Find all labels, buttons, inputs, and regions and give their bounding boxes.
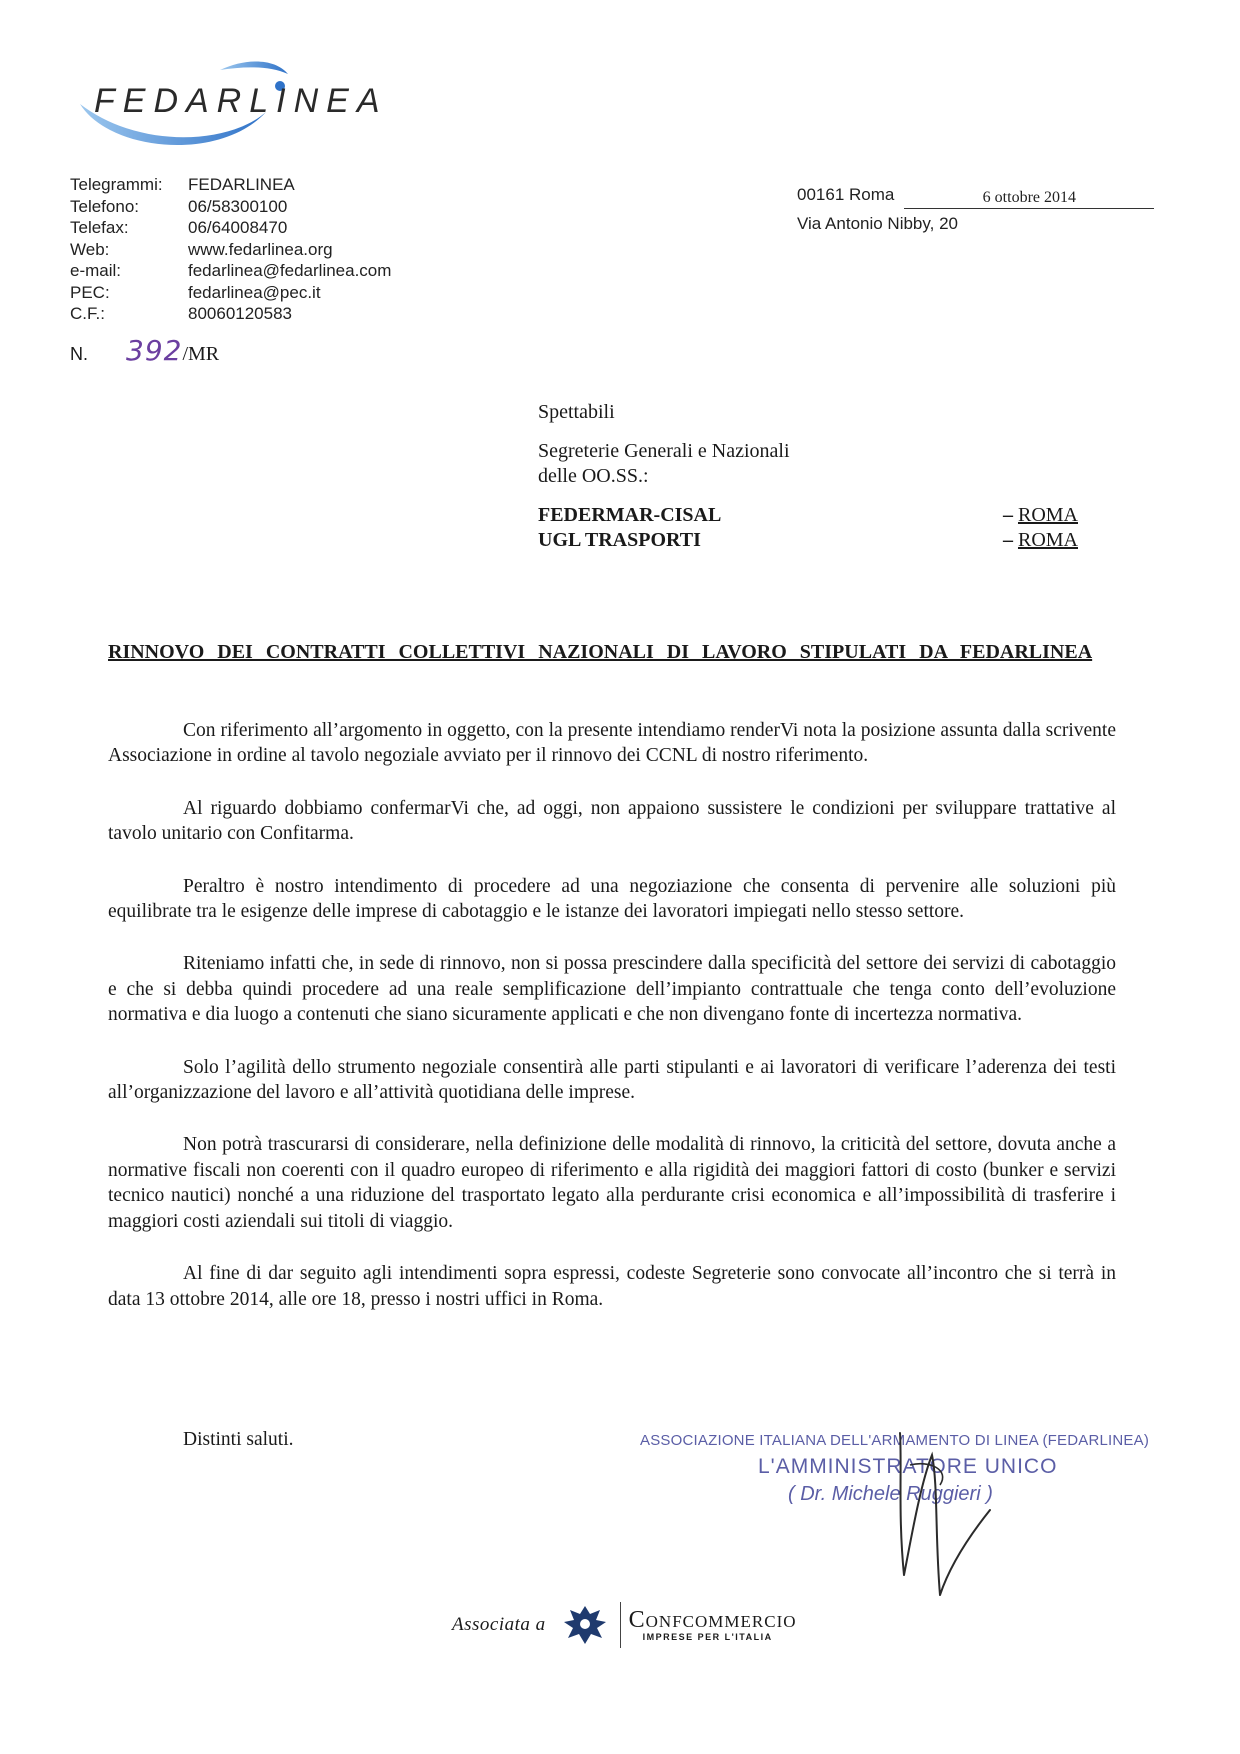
protocol-handwritten-number: 392 <box>126 334 183 367</box>
contact-row <box>70 260 391 282</box>
body-paragraph: Peraltro è nostro intendimento di procedere ad una negoziazione che consenta di pervenire alle soluzioni più equilibrate tra le esigenze delle imprese di cabotaggio e le istanze dei lavoratori impiegati nello stesso settore. <box>108 875 1116 923</box>
eagle-emblem-icon <box>560 1600 610 1650</box>
confcommercio-name: Confcommercio <box>628 1607 797 1633</box>
contact-row <box>70 303 391 325</box>
body-paragraph: Al fine di dar seguito agli intendimenti sopra espressi, codeste Segreterie sono convocate all’incontro che si terrà in data 13 ottobre 2014, alle ore 18, presso i nostri uffici in Roma. <box>108 1263 1116 1310</box>
letter-date: 6 ottobre 2014 <box>904 188 1154 209</box>
body-paragraph: Al riguardo dobbiamo confermarVi che, ad oggi, non appaiono sussistere le condizioni per sviluppare trattative al tavolo unitario con Confitarma. <box>108 797 1116 845</box>
place-city: 00161 Roma <box>797 185 895 204</box>
recipients-line1: Segreterie Generali e Nazionali <box>538 440 790 462</box>
contact-label: Telegrammi: <box>70 175 163 194</box>
stamp-role: L'AMMINISTRATORE UNICO <box>758 1455 1058 1478</box>
stamp-signatory: ( Dr. Michele Ruggieri ) <box>788 1483 993 1505</box>
closing-salutation: Distinti saluti. <box>183 1429 294 1450</box>
body-paragraph: Solo l’agilità dello strumento negoziale consentirà alle parti stipulanti e ai lavoratori di verificare l’aderenza dei testi all’organizzazione del lavoro e all’attività quotidiana delle imprese. <box>108 1056 1116 1104</box>
protocol-number <box>70 334 219 367</box>
place-date-block <box>797 180 1154 238</box>
contact-label: C.F.: <box>70 304 105 323</box>
contact-value: fedarlinea@fedarlinea.com <box>188 261 392 280</box>
stamp-association: ASSOCIAZIONE ITALIANA DELL'ARMAMENTO DI LINEA (FEDARLINEA) <box>640 1432 1150 1449</box>
recipient-org: FEDERMAR-CISAL – ROMA <box>538 504 1078 526</box>
footer-membership <box>452 1600 797 1650</box>
contact-label: Telefono: <box>70 196 139 216</box>
recipient-org-name: FEDERMAR-CISAL <box>538 504 722 526</box>
contact-row <box>70 239 391 261</box>
recipients-salutation: Spettabili <box>538 401 615 423</box>
contact-value: fedarlinea@pec.it <box>188 282 321 302</box>
recipient-org-city: ROMA <box>1017 504 1078 526</box>
contact-label: PEC: <box>70 282 110 302</box>
contact-label: e-mail: <box>70 261 122 280</box>
protocol-prefix: N. <box>70 344 88 364</box>
recipients-block <box>538 400 1078 553</box>
contact-block <box>70 174 391 325</box>
recipient-org-city: ROMA <box>1017 529 1078 551</box>
contact-label: Web: <box>70 239 110 259</box>
contact-value: www.fedarlinea.org <box>188 239 333 259</box>
place-address: Via Antonio Nibby, 20 <box>797 214 958 233</box>
recipient-org: UGL TRASPORTI – ROMA <box>538 529 1078 551</box>
body-paragraph: Riteniamo infatti che, in sede di rinnovo, non si possa prescindere dalla specificità del settore dei servizi di cabotaggio e che si debba quindi procedere ad una reale semplificazione dell’impianto contrattuale che tenga conto dell’evoluzione normativa e dia luogo a contenuti che siano sicuramente applicati e che non divengano fonte di incertezza normativa. <box>108 953 1116 1026</box>
fedarlinea-logo <box>70 52 388 152</box>
contact-label: Telefax: <box>70 218 129 237</box>
logo-text: FEDARLINEA <box>94 82 388 120</box>
contact-row <box>70 196 391 218</box>
contact-value: FEDARLINEA <box>188 175 295 194</box>
contact-value: 06/64008470 <box>188 218 288 237</box>
contact-row <box>70 217 391 239</box>
contact-row <box>70 282 391 304</box>
handwritten-signature-icon <box>880 1425 1000 1605</box>
associated-label: Associata a <box>452 1614 546 1635</box>
protocol-suffix: /MR <box>182 343 220 365</box>
body-paragraph: Non potrà trascurarsi di considerare, nella definizione delle modalità di rinnovo, la criticità del settore, dovuta anche a normative fiscali non coerenti con il quadro europeo di riferimento e alla rigidità dei maggiori fattori di costo (bunker e servizi tecnico nautici) nonché a una riduzione del trasportato legato alla perdurante crisi economica e all’impossibilità di trasferire i maggiori costi aziendali sui titoli di viaggio. <box>108 1134 1116 1232</box>
confcommercio-tagline: IMPRESE PER L'ITALIA <box>642 1632 773 1642</box>
letter-body <box>108 718 1116 1339</box>
letter-subject: RINNOVO DEI CONTRATTI COLLETTIVI NAZIONALI DI LAVORO STIPULATI DA FEDARLINEA <box>108 641 1093 663</box>
contact-value: 06/58300100 <box>188 196 288 216</box>
recipients-line2: delle OO.SS.: <box>538 465 649 487</box>
contact-row <box>70 174 391 196</box>
body-paragraph: Con riferimento all’argomento in oggetto, con la presente intendiamo renderVi nota la posizione assunta dalla scrivente Associazione in ordine al tavolo negoziale avviato per il rinnovo dei CCNL di nostro riferimento. <box>108 720 1116 767</box>
recipient-org-name: UGL TRASPORTI <box>538 529 701 551</box>
contact-value: 80060120583 <box>188 304 293 323</box>
